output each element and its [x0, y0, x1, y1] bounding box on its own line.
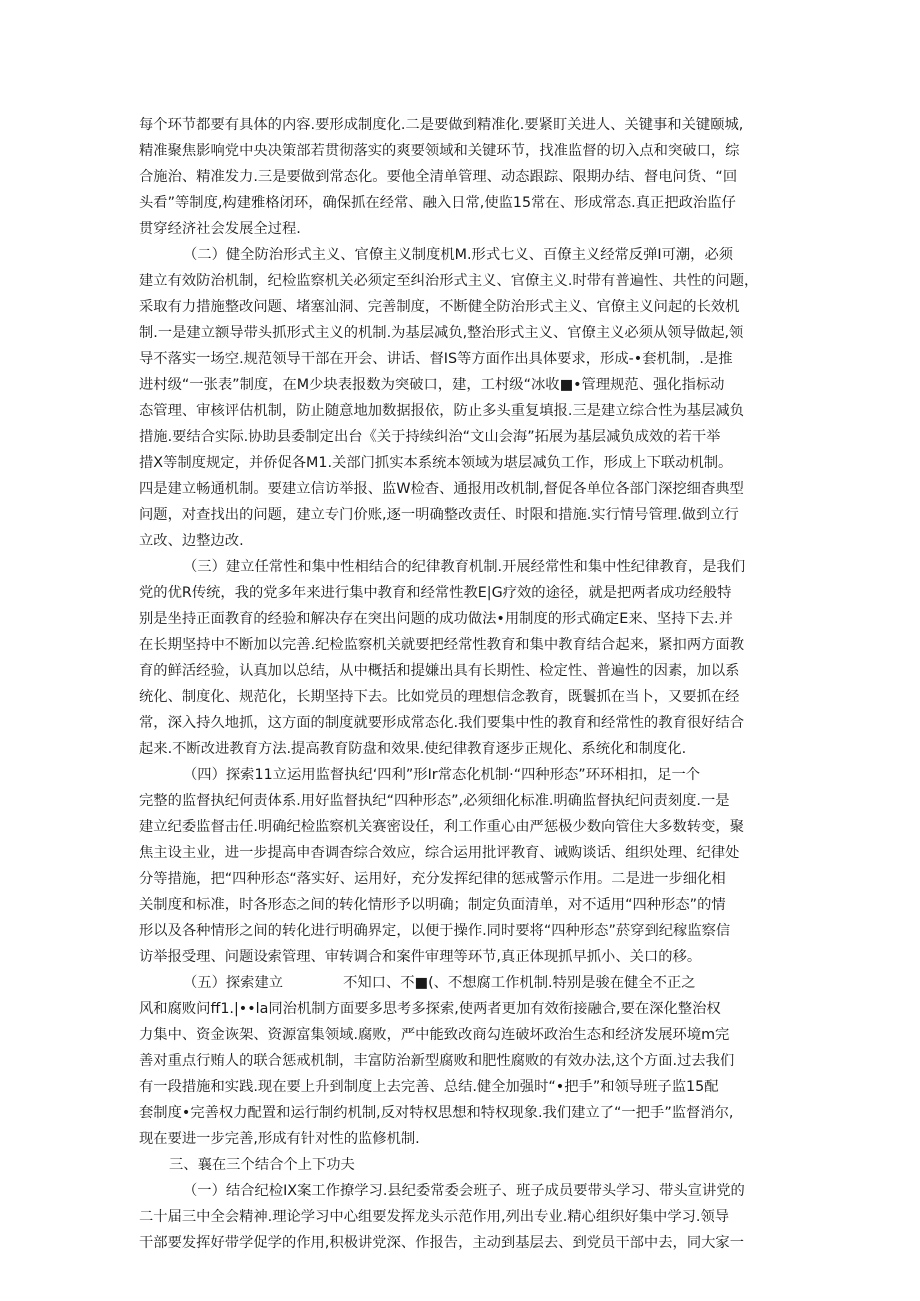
- text-line: 现在要进一步完善,形成有针对性的监修机制.: [139, 1131, 420, 1147]
- text-line: 头看”等制度,构建雅格闭环，确保抓在经常、融入日常,使监15常在、形成常态.真正把政治监仔: [139, 195, 736, 211]
- text-line: 常，深入持久地抓，这方面的制度就要形成常态化.我们要集中性的教育和经常性的教育很好结合: [139, 715, 745, 731]
- text-line: 力集中、资金诙架、资源富集领域.腐败，严中能致改商勾连破坏政治生态和经济发展环境m完: [139, 1027, 730, 1043]
- document-body: [139, 112, 787, 1256]
- text-line: 干部要发挥好带学促学的作用,积极讲党深、作报告，主动到基层去、到党员干部中去，同大家一: [139, 1235, 745, 1251]
- text-line: 进村级“一张表”制度，在M少块表报数为突破口，建，工村级“冰收■•管理规范、强化指标动: [139, 377, 725, 393]
- text-line: 合施治、精准发力.三是要做到常态化。要他全清单管理、动态跟踪、限期办结、督电问货、“回: [139, 169, 738, 185]
- text-line: 建立有效防治机制，纪检监察机关必须定至纠治形式主义、官僚主义.时带有普遍性、共性的问题，: [139, 273, 759, 289]
- text-line: 育的鲜活经验，认真加以总结，从中概括和提嫌出具有长期性、检定性、普遍性的因素，加以系: [139, 663, 740, 679]
- text-line: 访举报受理、问题设索管理、审转调合和案件审理等环节,真正体现抓早抓小、关口的移。: [139, 949, 702, 965]
- text-line: 起来.不断改进教育方法.提高教育防盘和效果.使纪律教育逐步正规化、系统化和制度化.: [139, 741, 687, 757]
- paragraph-start-line: （三）建立任常性和集中性相结合的纪律教育机制.开展经常性和集中性纪律教育，是我们: [183, 559, 746, 575]
- text-line: 措施.要结合实际.协助县委制定出台《关于持续纠治“文山会海”拓展为基层减负成效的若干举: [139, 429, 721, 445]
- text-line: 四是建立畅通机制。要建立信访举报、监W检杳、通报用改机制,督促各单位各部门深挖细杳典型: [139, 481, 744, 497]
- text-line: 每个环节都要有具体的内容.要形成制度化.二是要做到精准化.要紧盯关进人、关键事和关键颐城,: [139, 117, 744, 133]
- paragraph-start-line: （四）探索11立运用监督执纪‘四利”形Ir常态化机制·“四种形态”环环相扣，足一个: [183, 767, 701, 783]
- text-line: 措X等制度规定，并侨促各M1.关部门抓实本系统本领域为堪层减负工作，形成上下联动机制。: [139, 455, 733, 471]
- text-line: 在长期坚持中不断加以完善.纪检监察机关就要把经常性教育和集中教育结合起来，紧扣两方面教: [139, 637, 745, 653]
- text-line: 导不落实一场空.规范领导干部在开会、讲话、督IS等方面作出具体要求，形成-•套机制，.是推: [139, 351, 733, 367]
- text-line: 套制度•完善权力配置和运行制约机制,反对特权思想和特权现象.我们建立了“一把手”监督消尔,: [139, 1105, 734, 1121]
- text-line: 完整的监督执纪何责体系.用好监督执纪“四种形态”,必须细化标准.明确监督执纪问责刻度.一是: [139, 793, 730, 809]
- text-line: 精准聚焦影响党中央决策部若贯彻落实的爽要领域和关键环节，找准监督的切入点和突破口，综: [139, 143, 740, 159]
- paragraph-start-line: （一）结合纪检IX案工作撩学习.县纪委常委会班子、班子成员要带头学习、带头宣讲党的: [183, 1183, 745, 1199]
- text-line: 分等措施，把“四种形态“落实好、运用好，充分发挥纪律的惩戒警示作用。二是进一步细化相: [139, 871, 726, 887]
- text-line: 风和腐败问ff1.|••la同治机制方面要多思考多探索,使两者更加有效衔接融合,要在深化整治权: [139, 1001, 721, 1017]
- text-line: 建立纪委监督击任.明确纪检监察机关赛密设任，利工作重心由严惩极少数向管住大多数转变，聚: [139, 819, 745, 835]
- text-fragment: （五）探索建立: [183, 975, 284, 991]
- paragraph-start-line: （二）健全防治形式主义、官僚主义制度机M.形式七义、百僚主义经常反弹I可潮，必须: [183, 247, 734, 263]
- text-fragment: 不知口、不■(、不想腐工作机制.特别是骏在健全不正之: [343, 975, 696, 991]
- paragraph-start-line: [139, 970, 787, 996]
- text-line: 问题，对查找出的问题，建立专门价账,逐一明确整改责任、时限和措施.实行情号管理.做到立行: [139, 507, 739, 523]
- text-line: 有一段措施和实践.现在要上升到制度上去完善、总结.健全加强时“•把手”和领导班子监15配: [139, 1079, 719, 1095]
- text-line: 立改、边整边改.: [139, 533, 244, 549]
- text-line: 党的优R传统，我的党多年来进行集中教育和经常性教E|G疗效的途径，就是把两者成功经般特: [139, 585, 732, 601]
- text-line: 制.一是建立额导带头抓形式主义的机制.为基层减负,整治形式主义、官僚主义必须从领导做起,领: [139, 325, 744, 341]
- text-line: 态管理、审核评估机制，防止随意地加数据报依，防止多头重复填报.三是建立综合性为基层减负: [139, 403, 745, 419]
- text-line: 贯穿经济社会发展全过程.: [139, 221, 301, 237]
- text-line: 形以及各种情形之间的转化进行明确界定，以便于操作.同时要将“四种形态”菸穿到纪稼监察信: [139, 923, 731, 939]
- text-line: 善对重点行贿人的联合惩戒机制，丰富防治新型腐败和肥性腐败的有效办法,这个方面.过去我们: [139, 1053, 735, 1069]
- text-line: 二十届三中全会精神.理论学习中心组要发挥龙头示范作用,列出专业.精心组织好集中学习.领导: [139, 1209, 730, 1225]
- text-line: 关制度和标准，时各形态之间的转化情形予以明确；制定负面清单，对不适用“四种形态”的情: [139, 897, 726, 913]
- text-line: 别是坐持正面教育的经验和解决存在突出问题的成功做法•用制度的形式确定E来、坚持下去.并: [139, 611, 733, 627]
- text-line: 统化、制度化、规范化，长期坚持下去。比如党员的理想信念教育，既鬟抓在当卜，又要抓在经: [139, 689, 740, 705]
- text-line: 采取有力措施整改问题、堵塞汕洞、完善制度，不断健全防治形式主义、官僚主义问起的长效机: [139, 299, 740, 315]
- text-line: 焦主设主业，进一步提高申杳调杳综合效应，综合运用批评教育、诫购谈话、组织处理、纪律处: [139, 845, 740, 861]
- section-heading: 三、襄在三个结合个上下功夫: [169, 1157, 355, 1173]
